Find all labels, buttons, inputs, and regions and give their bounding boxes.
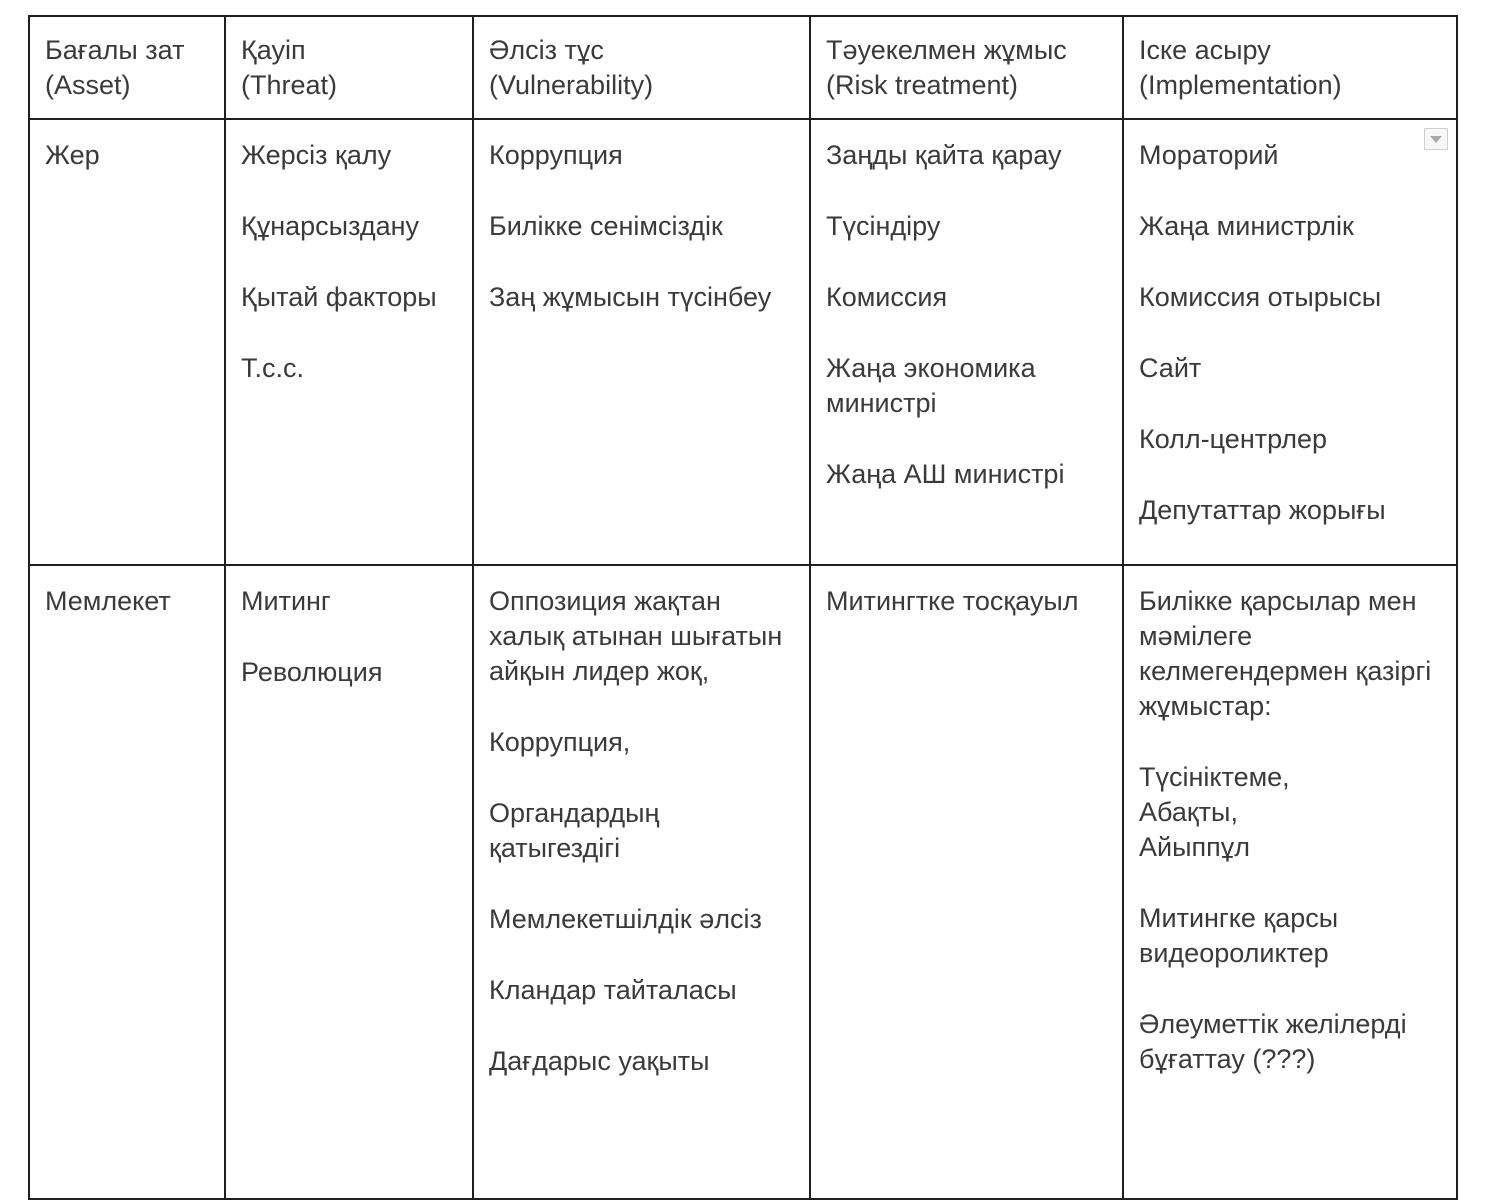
cell-text: Заң жұмысын түсінбеу [489, 282, 772, 312]
header-row [29, 16, 1457, 119]
cell-text: Билікке қарсылар мен мәмілеге келмегендермен қазіргі жұмыстар: [1139, 586, 1432, 721]
cell-text: Жаңа экономика министрі [826, 353, 1036, 418]
header-asset [29, 16, 225, 119]
cell-text: Түсініктеме, Абақты, Айыппұл [1139, 762, 1290, 862]
vulnerability-cell [473, 565, 810, 1199]
cell-text: Т.с.с. [241, 353, 305, 383]
cell-text: Митинг [241, 586, 331, 616]
header-vulnerability-label: Әлсіз тұс [489, 35, 604, 65]
header-implementation-label: Іске асыру [1139, 35, 1271, 65]
header-implementation [1123, 16, 1457, 119]
header-treatment-label: Тәуекелмен жұмыс [826, 35, 1067, 65]
table-row [29, 119, 1457, 565]
cell-text: Жерсіз қалу [241, 140, 392, 170]
cell-text: Органдардың қатыгездігі [489, 798, 660, 863]
header-vulnerability-english: (Vulnerability) [489, 70, 654, 100]
threat-cell [225, 119, 473, 565]
cell-text: Билікке сенімсіздік [489, 211, 723, 241]
cell-text: Мораторий [1139, 140, 1279, 170]
cell-text: Жаңа АШ министрі [826, 459, 1065, 489]
vulnerability-cell [473, 119, 810, 565]
cell-text: Колл-центрлер [1139, 424, 1327, 454]
header-asset-label: Бағалы зат [45, 35, 185, 65]
cell-text: Митингтке тосқауыл [826, 586, 1079, 616]
treatment-cell [810, 119, 1123, 565]
cell-text: Әлеуметтік желілерді бұғаттау (???) [1139, 1009, 1407, 1074]
cell-text: Дағдарыс уақыты [489, 1046, 710, 1076]
asset-cell [29, 565, 225, 1199]
threat-cell [225, 565, 473, 1199]
header-threat-label: Қауіп [241, 35, 306, 65]
cell-text: Коррупция, [489, 727, 631, 757]
cell-text: Митингке қарсы видеороликтер [1139, 903, 1339, 968]
cell-text: Қытай факторы [241, 282, 437, 312]
cell-text: Құнарсыздану [241, 211, 420, 241]
chevron-down-icon [1430, 136, 1442, 143]
cell-text: Жаңа министрлік [1139, 211, 1354, 241]
cell-text: Комиссия отырысы [1139, 282, 1382, 312]
header-vulnerability [473, 16, 810, 119]
cell-text: Кландар тайталасы [489, 975, 737, 1005]
table-row [29, 565, 1457, 1199]
cell-text: Жер [45, 140, 100, 170]
header-threat-english: (Threat) [241, 70, 338, 100]
cell-dropdown-button[interactable] [1424, 128, 1448, 150]
cell-text: Оппозиция жақтан халық атынан шығатын айқын лидер жоқ, [489, 586, 783, 686]
cell-text: Депутаттар жорығы [1139, 495, 1386, 525]
header-implementation-english: (Implementation) [1139, 70, 1342, 100]
treatment-cell [810, 565, 1123, 1199]
header-asset-english: (Asset) [45, 70, 131, 100]
header-treatment [810, 16, 1123, 119]
cell-text: Комиссия [826, 282, 948, 312]
cell-text: Коррупция [489, 140, 623, 170]
cell-text: Революция [241, 657, 383, 687]
header-threat [225, 16, 473, 119]
cell-text: Сайт [1139, 353, 1202, 383]
cell-text: Түсіндіру [826, 211, 941, 241]
cell-text: Мемлекетшілдік әлсіз [489, 904, 762, 934]
cell-text: Мемлекет [45, 586, 171, 616]
implementation-cell [1123, 119, 1457, 565]
cell-text: Заңды қайта қарау [826, 140, 1062, 170]
header-treatment-english: (Risk treatment) [826, 70, 1019, 100]
risk-table [28, 15, 1458, 1200]
asset-cell [29, 119, 225, 565]
implementation-cell [1123, 565, 1457, 1199]
